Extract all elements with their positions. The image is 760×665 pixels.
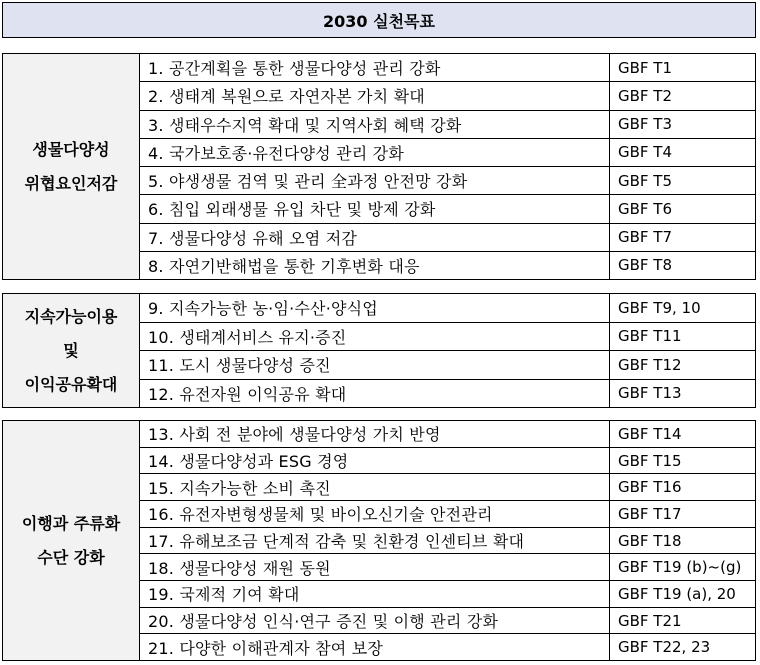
goal-text: 16. 유전자변형생물체 및 바이오신기술 안전관리 — [140, 501, 610, 527]
gbf-target: GBF T4 — [618, 143, 673, 162]
table-row — [140, 474, 755, 501]
gbf-target: GBF T18 — [618, 531, 682, 550]
goal-text: 14. 생물다양성과 ESG 경영 — [140, 448, 610, 474]
table-row — [140, 501, 755, 528]
table-title: 2030 실천목표 — [2, 2, 756, 38]
table-row — [140, 111, 755, 139]
goal-text: 3. 생태우수지역 확대 및 지역사회 혜택 강화 — [140, 111, 610, 138]
gbf-target: GBF T2 — [618, 86, 673, 105]
goal-text: 4. 국가보호종·유전다양성 관리 강화 — [140, 139, 610, 166]
section-3 — [2, 420, 756, 661]
goal-text: 1. 공간계획을 통한 생물다양성 관리 강화 — [140, 54, 610, 81]
gbf-target: GBF T21 — [618, 611, 682, 630]
table-row — [140, 82, 755, 110]
gbf-target: GBF T1 — [618, 58, 673, 77]
category-label: 지속가능이용 및 이익공유확대 — [3, 294, 140, 407]
table-row — [140, 294, 755, 323]
gbf-target: GBF T8 — [618, 256, 673, 275]
goal-text: 11. 도시 생물다양성 증진 — [140, 351, 610, 379]
gbf-target: GBF T5 — [618, 171, 673, 190]
section-1 — [2, 53, 756, 280]
goal-text: 9. 지속가능한 농·임·수산·양식업 — [140, 294, 610, 322]
table-row — [140, 224, 755, 252]
section-2 — [2, 293, 756, 408]
goal-rows — [140, 294, 755, 407]
gbf-target: GBF T7 — [618, 228, 673, 247]
goal-text: 17. 유해보조금 단계적 감축 및 친환경 인센티브 확대 — [140, 528, 610, 554]
table-row — [140, 528, 755, 555]
gbf-target: GBF T17 — [618, 504, 682, 523]
table-row — [140, 634, 755, 660]
table-row — [140, 54, 755, 82]
gbf-target: GBF T6 — [618, 199, 673, 218]
table-row — [140, 554, 755, 581]
category-label: 이행과 주류화 수단 강화 — [3, 421, 140, 660]
goal-text: 19. 국제적 기여 확대 — [140, 581, 610, 607]
table-row — [140, 323, 755, 352]
table-row — [140, 139, 755, 167]
gbf-target: GBF T12 — [618, 355, 682, 374]
table-row — [140, 581, 755, 608]
goal-text: 2. 생태계 복원으로 자연자본 가치 확대 — [140, 82, 610, 109]
gbf-target: GBF T19 (a), 20 — [618, 584, 736, 603]
table-row — [140, 167, 755, 195]
gbf-target: GBF T16 — [618, 478, 682, 497]
gbf-target: GBF T13 — [618, 384, 682, 403]
gbf-target: GBF T9, 10 — [618, 298, 701, 317]
table-row — [140, 448, 755, 475]
table-row — [140, 608, 755, 635]
gbf-target: GBF T11 — [618, 327, 682, 346]
gbf-target: GBF T14 — [618, 424, 682, 443]
table-row — [140, 252, 755, 279]
gbf-target: GBF T22, 23 — [618, 638, 711, 657]
gbf-target: GBF T3 — [618, 115, 673, 134]
gbf-target: GBF T15 — [618, 451, 682, 470]
goal-text: 15. 지속가능한 소비 촉진 — [140, 474, 610, 500]
table-row — [140, 421, 755, 448]
table-row — [140, 195, 755, 223]
goal-rows — [140, 421, 755, 660]
goal-text: 7. 생물다양성 유해 오염 저감 — [140, 224, 610, 251]
category-label: 생물다양성 위협요인저감 — [3, 54, 140, 279]
goal-text: 10. 생태계서비스 유지·증진 — [140, 323, 610, 351]
table-row — [140, 380, 755, 408]
goal-text: 6. 침입 외래생물 유입 차단 및 방제 강화 — [140, 195, 610, 222]
goal-text: 13. 사회 전 분야에 생물다양성 가치 반영 — [140, 421, 610, 447]
goal-text: 5. 야생생물 검역 및 관리 全과정 안전망 강화 — [140, 167, 610, 194]
gbf-target: GBF T19 (b)~(g) — [618, 558, 742, 577]
goal-rows — [140, 54, 755, 279]
goal-text: 20. 생물다양성 인식·연구 증진 및 이행 관리 강화 — [140, 608, 610, 634]
goal-text: 18. 생물다양성 재원 동원 — [140, 554, 610, 580]
goal-text: 21. 다양한 이해관계자 참여 보장 — [140, 634, 610, 660]
table-row — [140, 351, 755, 380]
goal-text: 8. 자연기반해법을 통한 기후변화 대응 — [140, 252, 610, 279]
goal-text: 12. 유전자원 이익공유 확대 — [140, 380, 610, 408]
